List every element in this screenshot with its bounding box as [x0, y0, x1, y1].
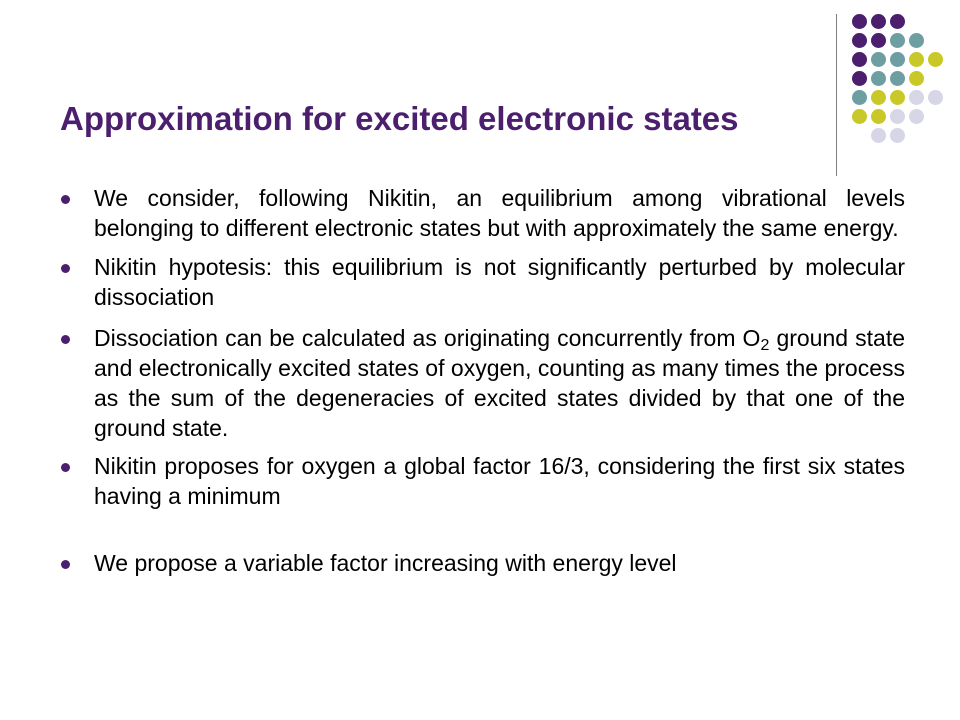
decorative-dot [890, 128, 905, 143]
bullet-text: Nikitin proposes for oxygen a global factor 16/3, considering the first six states having a minimum [94, 453, 905, 509]
decorative-dot [852, 52, 867, 67]
decorative-dot [871, 52, 886, 67]
decorative-dot [890, 33, 905, 48]
decorative-dot [890, 14, 905, 29]
bullet-list [58, 183, 905, 578]
bullet-text: We consider, following Nikitin, an equilibrium among vibrational levels belonging to different electronic states but with approximately the same energy. [94, 185, 905, 241]
bullet-text-after: ground state and electronically excited states of oxygen, counting as many times the process as the sum of the degeneracies of excited states divided by that one of the ground state. [94, 325, 905, 441]
bullet-marker-icon [61, 560, 70, 569]
bullet-text-before: Dissociation can be calculated as originating concurrently from O [94, 325, 761, 351]
bullet-item [58, 451, 905, 511]
bullet-marker-icon [61, 264, 70, 273]
decorative-dot [852, 109, 867, 124]
decorative-dot [909, 33, 924, 48]
bullet-item [58, 323, 905, 443]
bullet-text: Nikitin hypotesis: this equilibrium is not significantly perturbed by molecular dissociation [94, 254, 905, 310]
bullet-item [58, 252, 905, 312]
decorative-dot [871, 109, 886, 124]
decorative-dot [852, 90, 867, 105]
decorative-dot [909, 90, 924, 105]
decorative-dot [909, 52, 924, 67]
decorative-dot [928, 52, 943, 67]
subscript: 2 [760, 337, 770, 354]
decorative-dot [890, 90, 905, 105]
bullet-marker-icon [61, 335, 70, 344]
decorative-dot [928, 90, 943, 105]
bullet-marker-icon [61, 195, 70, 204]
decorative-dot [871, 33, 886, 48]
decorative-dot [909, 109, 924, 124]
decorative-dot [852, 33, 867, 48]
decorative-dot [890, 52, 905, 67]
bullet-text: We propose a variable factor increasing with energy level [94, 550, 677, 576]
decorative-dot [871, 128, 886, 143]
decorative-dot [852, 14, 867, 29]
slide-title: Approximation for excited electronic states [60, 100, 739, 137]
decorative-dot [890, 71, 905, 86]
bullet-marker-icon [61, 463, 70, 472]
decorative-dot [852, 71, 867, 86]
decorative-dot [909, 71, 924, 86]
decorative-dot [871, 90, 886, 105]
decorative-dot [890, 109, 905, 124]
decorative-dot [871, 71, 886, 86]
bullet-item [58, 183, 905, 243]
decorative-dot [871, 14, 886, 29]
bullet-item [58, 548, 905, 578]
decorative-divider-line [836, 14, 837, 176]
